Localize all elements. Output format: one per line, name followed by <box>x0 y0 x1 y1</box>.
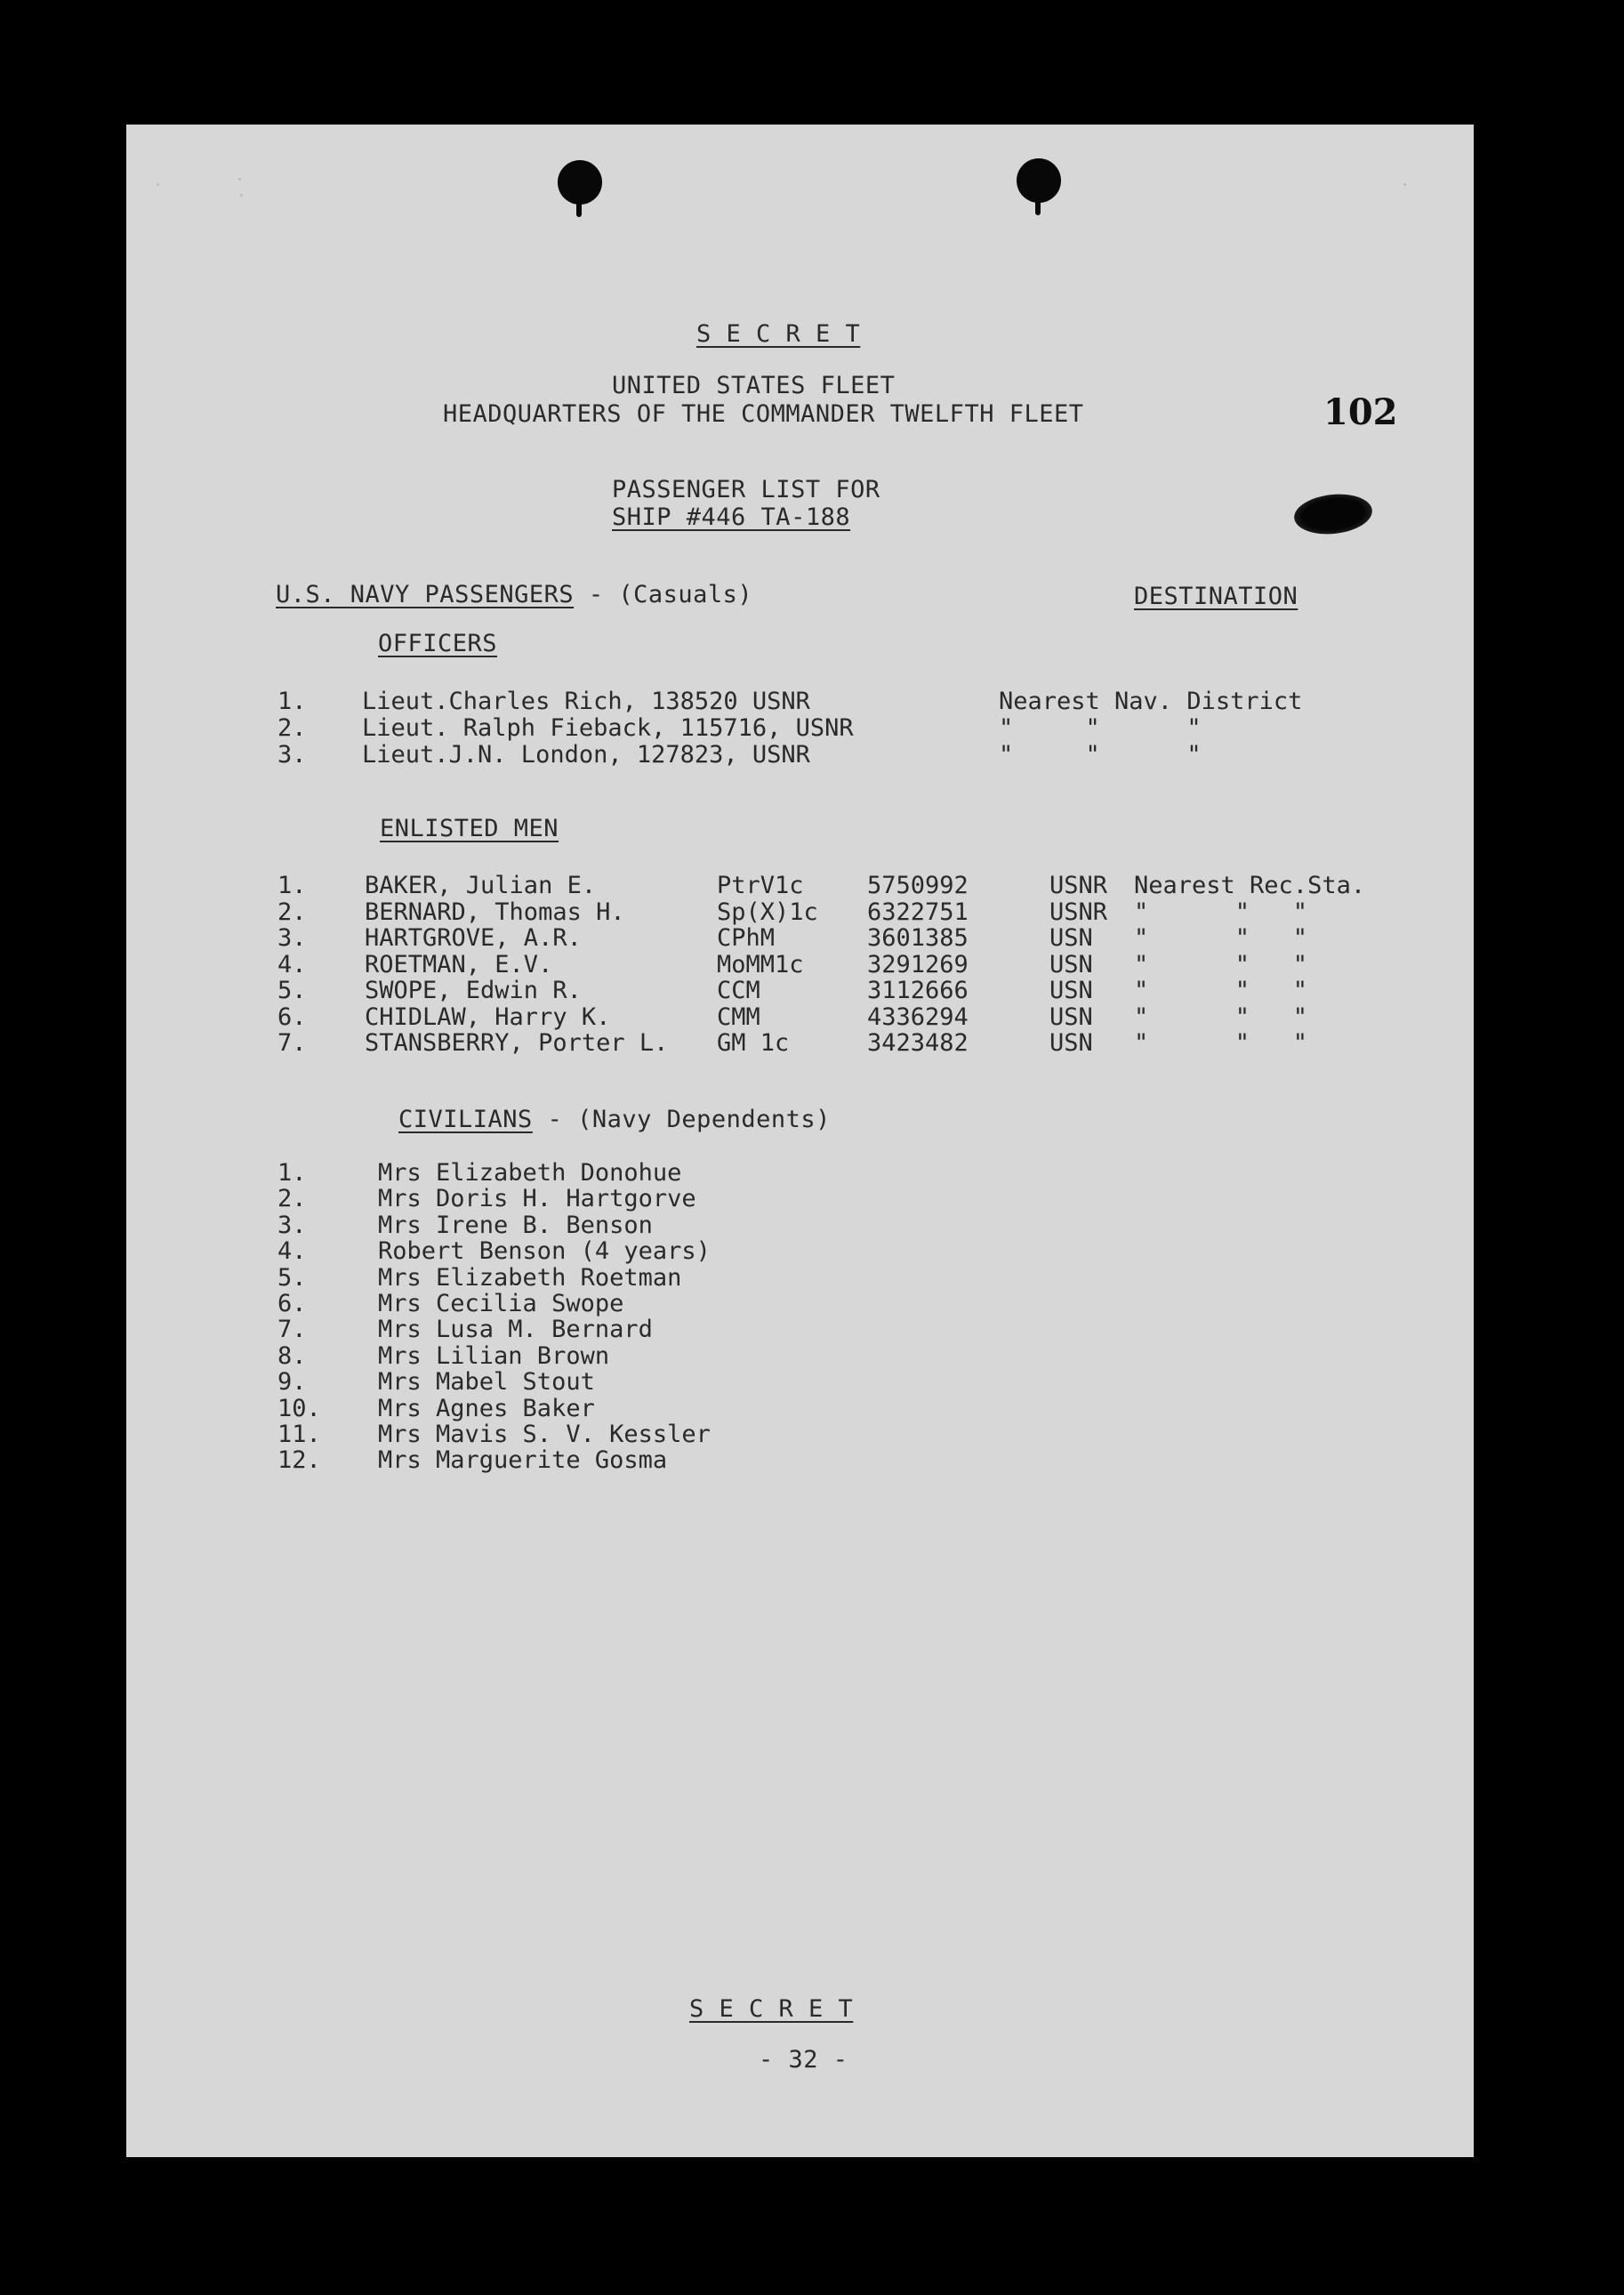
list-row <box>0 977 1624 1003</box>
row-number: 6. <box>277 1290 307 1317</box>
list-row <box>0 1368 1624 1395</box>
enlisted-service-number: 3601385 <box>867 924 969 952</box>
navy-heading-suffix: - (Casuals) <box>588 581 753 608</box>
enlisted-service-number: 3423482 <box>867 1029 969 1057</box>
civilians-heading-text: CIVILIANS <box>398 1106 533 1133</box>
row-number: 4. <box>277 1237 307 1266</box>
enlisted-component: USN <box>1049 1029 1093 1057</box>
list-row <box>0 1212 1624 1238</box>
enlisted-destination: " " " <box>1134 1029 1308 1057</box>
org-line-1: UNITED STATES FLEET <box>612 372 896 399</box>
row-number: 3. <box>277 741 307 769</box>
enlisted-heading: ENLISTED MEN <box>380 815 559 842</box>
civilians-section-heading <box>398 1107 831 1131</box>
enlisted-service-number: 5750992 <box>867 872 969 899</box>
destination-heading: DESTINATION <box>1134 583 1298 610</box>
row-number: 11. <box>277 1421 321 1448</box>
enlisted-destination: " " " <box>1134 950 1308 978</box>
document-page <box>126 125 1474 2157</box>
enlisted-service-number: 4336294 <box>867 1003 969 1031</box>
officer-name: Lieut.J.N. London, 127823, USNR <box>362 741 810 769</box>
officer-name: Lieut. Ralph Fieback, 115716, USNR <box>362 714 854 742</box>
list-row <box>0 1290 1624 1317</box>
row-number: 1. <box>277 1159 307 1187</box>
row-number: 10. <box>277 1394 321 1422</box>
scan-speck <box>157 183 159 186</box>
enlisted-name: SWOPE, Edwin R. <box>365 977 582 1004</box>
enlisted-name: CHIDLAW, Harry K. <box>365 1003 611 1031</box>
list-row <box>0 714 1624 741</box>
enlisted-rate: CMM <box>717 1003 760 1031</box>
row-number: 1. <box>277 872 307 899</box>
list-row <box>0 1185 1624 1212</box>
enlisted-component: USN <box>1049 977 1093 1004</box>
enlisted-destination: " " " <box>1134 924 1308 952</box>
list-row <box>0 1003 1624 1030</box>
list-row <box>0 924 1624 951</box>
officer-destination: Nearest Nav. District <box>999 688 1303 715</box>
list-row <box>0 1237 1624 1264</box>
enlisted-component: USN <box>1049 924 1093 952</box>
row-number: 7. <box>277 1316 307 1344</box>
list-row <box>0 1446 1624 1473</box>
list-row <box>0 1342 1624 1369</box>
row-number: 6. <box>277 1003 307 1031</box>
row-number: 5. <box>277 977 307 1004</box>
row-number: 3. <box>277 1211 307 1239</box>
officers-heading: OFFICERS <box>378 630 498 657</box>
officer-name: Lieut.Charles Rich, 138520 USNR <box>362 688 810 715</box>
civilian-name: Robert Benson (4 years) <box>378 1237 711 1266</box>
scan-speck <box>1403 183 1406 186</box>
civilian-name: Mrs Mabel Stout <box>378 1368 595 1397</box>
list-row <box>0 1029 1624 1056</box>
navy-heading-text: U.S. NAVY PASSENGERS <box>276 581 575 608</box>
civilian-name: Mrs Elizabeth Donohue <box>378 1159 682 1187</box>
civilian-name: Mrs Doris H. Hartgorve <box>378 1185 696 1213</box>
list-row <box>0 951 1624 978</box>
row-number: 7. <box>277 1029 307 1057</box>
enlisted-service-number: 3112666 <box>867 977 969 1004</box>
enlisted-rate: CPhM <box>717 924 776 952</box>
row-number: 2. <box>277 898 307 926</box>
enlisted-name: ROETMAN, E.V. <box>365 950 553 978</box>
enlisted-rate: Sp(X)1c <box>717 898 818 926</box>
scan-speck <box>240 194 243 197</box>
enlisted-rate: MoMM1c <box>717 950 804 978</box>
enlisted-service-number: 6322751 <box>867 898 969 926</box>
enlisted-destination: " " " <box>1134 1003 1308 1031</box>
row-number: 3. <box>277 924 307 952</box>
officer-destination: " " " <box>999 741 1202 769</box>
list-row <box>0 1316 1624 1342</box>
row-number: 1. <box>277 688 307 715</box>
page-number: - 32 - <box>759 2046 848 2074</box>
civilian-name: Mrs Marguerite Gosma <box>378 1446 668 1475</box>
punch-hole <box>1017 158 1061 203</box>
civilian-name: Mrs Agnes Baker <box>378 1394 595 1422</box>
enlisted-rate: PtrV1c <box>717 872 804 899</box>
enlisted-rate: CCM <box>717 977 760 1004</box>
enlisted-component: USNR <box>1049 898 1108 926</box>
civilian-name: Mrs Lilian Brown <box>378 1341 610 1370</box>
title-line-1: PASSENGER LIST FOR <box>612 476 880 503</box>
list-row <box>0 688 1624 714</box>
org-line-2: HEADQUARTERS OF THE COMMANDER TWELFTH FLEET <box>443 400 1084 428</box>
civilians-heading-suffix: - (Navy Dependents) <box>547 1106 831 1133</box>
enlisted-service-number: 3291269 <box>867 950 969 978</box>
enlisted-component: USN <box>1049 950 1093 978</box>
list-row <box>0 872 1624 898</box>
civilian-name: Mrs Lusa M. Bernard <box>378 1316 653 1344</box>
enlisted-destination: " " " <box>1134 898 1308 926</box>
row-number: 5. <box>277 1263 307 1292</box>
enlisted-name: STANSBERRY, Porter L. <box>365 1029 669 1057</box>
list-row <box>0 741 1624 768</box>
civilian-name: Mrs Elizabeth Roetman <box>378 1263 682 1292</box>
civilian-name: Mrs Mavis S. V. Kessler <box>378 1421 711 1448</box>
enlisted-name: BAKER, Julian E. <box>365 872 597 899</box>
officer-destination: " " " <box>999 714 1202 742</box>
enlisted-name: BERNARD, Thomas H. <box>365 898 625 926</box>
civilian-name: Mrs Irene B. Benson <box>378 1211 653 1239</box>
row-number: 2. <box>277 714 307 742</box>
row-number: 8. <box>277 1341 307 1370</box>
row-number: 12. <box>277 1446 321 1475</box>
title-line-2: SHIP #446 TA-188 <box>612 503 851 531</box>
scan-speck <box>238 178 241 181</box>
enlisted-destination: Nearest Rec.Sta. <box>1134 872 1366 899</box>
list-row <box>0 1395 1624 1421</box>
punch-hole <box>558 160 602 205</box>
row-number: 2. <box>277 1185 307 1213</box>
enlisted-rate: GM 1c <box>717 1029 790 1057</box>
classification-bottom: S E C R E T <box>689 1995 854 2023</box>
enlisted-name: HARTGROVE, A.R. <box>365 924 582 952</box>
enlisted-destination: " " " <box>1134 977 1308 1004</box>
row-number: 9. <box>277 1368 307 1397</box>
list-row <box>0 1421 1624 1447</box>
list-row <box>0 1264 1624 1291</box>
list-row <box>0 898 1624 925</box>
classification-top: S E C R E T <box>696 320 861 348</box>
page-stamp: 102 <box>1323 391 1398 433</box>
civilian-name: Mrs Cecilia Swope <box>378 1290 624 1317</box>
enlisted-component: USN <box>1049 1003 1093 1031</box>
list-row <box>0 1159 1624 1186</box>
row-number: 4. <box>277 950 307 978</box>
navy-section-heading <box>276 583 752 607</box>
enlisted-component: USNR <box>1049 872 1108 899</box>
